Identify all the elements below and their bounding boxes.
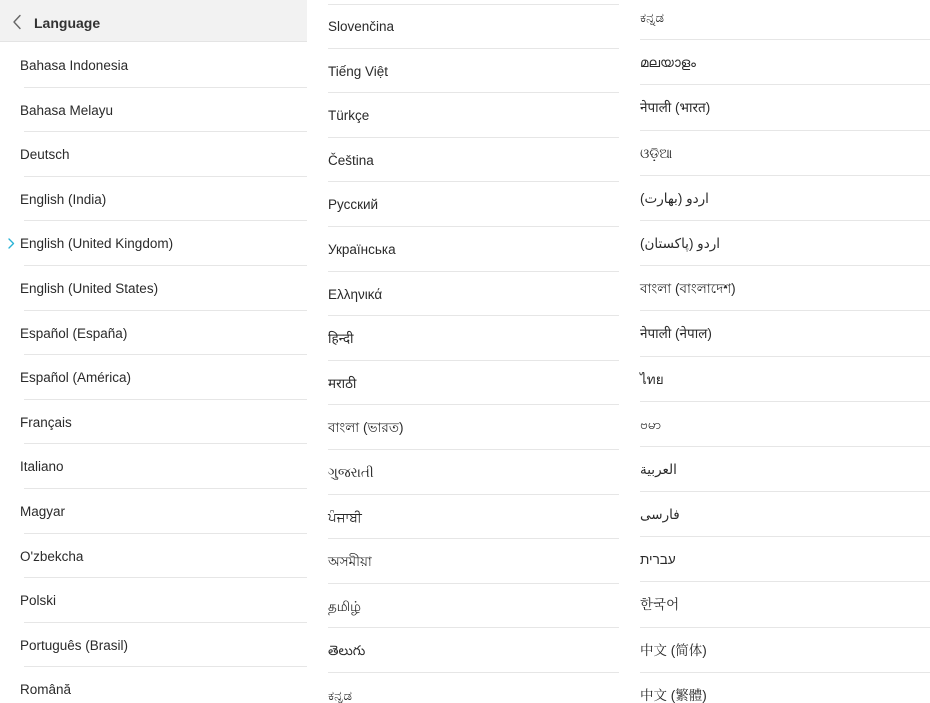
language-option-label: हिन्दी [328, 331, 354, 347]
language-column-1 [0, 0, 307, 703]
language-option-label: മലയാളം [640, 55, 696, 71]
language-option-label: Português (Brasil) [20, 637, 129, 653]
language-column-3 [632, 0, 930, 703]
language-option-label: தமிழ் [328, 598, 361, 614]
language-option[interactable] [0, 534, 307, 579]
language-option-label: অসমীয়া [328, 554, 372, 570]
language-option[interactable] [632, 131, 930, 176]
language-option-label: English (United Kingdom) [20, 236, 174, 252]
language-option-label: Română [20, 682, 72, 698]
language-option[interactable] [632, 221, 930, 266]
language-option[interactable] [632, 311, 930, 356]
language-option[interactable] [0, 88, 307, 133]
language-option[interactable] [0, 266, 307, 311]
language-option[interactable] [0, 43, 307, 88]
language-option[interactable] [632, 447, 930, 492]
header-bar [0, 0, 307, 42]
language-option-label: Tiếng Việt [328, 63, 389, 79]
language-option[interactable] [320, 361, 619, 406]
language-option[interactable] [0, 623, 307, 668]
language-option[interactable] [320, 495, 619, 540]
language-option[interactable] [632, 402, 930, 447]
language-option-label: Deutsch [20, 147, 70, 163]
language-option-label: ಕನ್ನಡ [640, 10, 665, 25]
language-option-label: Русский [328, 197, 379, 213]
language-option-label: 中文 (简体) [640, 642, 707, 658]
language-option[interactable] [0, 489, 307, 534]
language-option[interactable] [0, 355, 307, 400]
language-option-label: Čeština [328, 152, 374, 168]
language-option[interactable] [0, 311, 307, 356]
language-option-label: Italiano [20, 459, 64, 475]
language-option[interactable] [320, 584, 619, 629]
language-option-label: 한국어 [640, 597, 680, 613]
language-column-2 [320, 0, 619, 703]
language-option[interactable] [632, 357, 930, 402]
language-list-1 [0, 43, 307, 703]
language-option-label: Español (España) [20, 325, 128, 341]
language-option[interactable] [0, 221, 307, 266]
language-option-label: Español (América) [20, 370, 132, 386]
language-option-label: Bahasa Indonesia [20, 58, 129, 73]
language-option[interactable] [632, 85, 930, 130]
language-option[interactable] [632, 492, 930, 537]
language-option[interactable] [632, 673, 930, 703]
language-option-label: Ελληνικά [328, 286, 383, 302]
language-option[interactable] [632, 40, 930, 85]
language-option[interactable] [632, 628, 930, 673]
language-option-label: తెలుగు [328, 643, 366, 659]
language-option-label: Bahasa Melayu [20, 102, 114, 118]
language-option[interactable] [632, 176, 930, 221]
language-option-label: ଓଡ଼ିଆ [640, 145, 673, 161]
language-option-label: 中文 (繁體) [640, 687, 707, 703]
language-option[interactable] [632, 537, 930, 582]
language-option[interactable] [320, 450, 619, 495]
language-option[interactable] [320, 182, 619, 227]
language-option[interactable] [0, 400, 307, 445]
language-option[interactable] [632, 582, 930, 627]
language-option[interactable] [632, 0, 930, 40]
language-option-label: नेपाली (भारत) [640, 100, 711, 116]
language-option[interactable] [0, 444, 307, 489]
language-option[interactable] [320, 49, 619, 94]
language-option[interactable] [320, 673, 619, 703]
language-option[interactable] [320, 316, 619, 361]
language-list-3 [632, 0, 930, 703]
language-option[interactable] [632, 266, 930, 311]
language-option-label: O'zbekcha [20, 548, 84, 564]
language-option-label: Magyar [20, 503, 66, 519]
language-option-label: मराठी [328, 375, 357, 391]
language-option-label: עברית [640, 552, 676, 568]
language-option-label: Français [20, 414, 72, 430]
language-option-label: ਪੰਜਾਬੀ [328, 509, 362, 525]
language-option[interactable] [0, 667, 307, 703]
language-option[interactable] [320, 539, 619, 584]
language-option[interactable] [320, 4, 619, 49]
language-option-label: اردو (بھارت) [640, 190, 709, 206]
language-option-label: ગુજરાતી [328, 464, 374, 480]
language-option-label: اردو (پاکستان) [640, 235, 720, 251]
language-option-label: Українська [328, 241, 396, 257]
language-option[interactable] [0, 132, 307, 177]
language-option-label: English (India) [20, 191, 107, 207]
language-option[interactable] [320, 138, 619, 183]
language-option-label: বাংলা (ভারত) [328, 420, 404, 436]
language-option[interactable] [0, 177, 307, 222]
language-option[interactable] [320, 405, 619, 450]
chevron-left-icon[interactable] [11, 14, 23, 30]
language-option-label: नेपाली (नेपाल) [640, 326, 712, 342]
chevron-right-icon [7, 238, 15, 249]
language-option-label: Polski [20, 593, 57, 609]
language-option-label: Slovenčina [328, 19, 395, 34]
language-option-label: Türkçe [328, 108, 370, 124]
language-option-label: العربية [640, 461, 677, 477]
language-option-label: ไทย [640, 371, 664, 387]
language-option-label: English (United States) [20, 280, 159, 296]
language-option-label: ಕನ್ನಡ [328, 687, 353, 703]
language-option[interactable] [320, 628, 619, 673]
language-option[interactable] [0, 578, 307, 623]
language-list-2 [320, 4, 619, 703]
language-option-label: فارسی [640, 507, 680, 523]
language-option[interactable] [320, 93, 619, 138]
language-option[interactable] [320, 227, 619, 272]
language-option-label: বাংলা (বাংলাদেশ) [640, 281, 736, 297]
page-title: Language [34, 15, 101, 31]
language-option[interactable] [320, 272, 619, 317]
language-option-label: ဗမာ [640, 416, 661, 432]
